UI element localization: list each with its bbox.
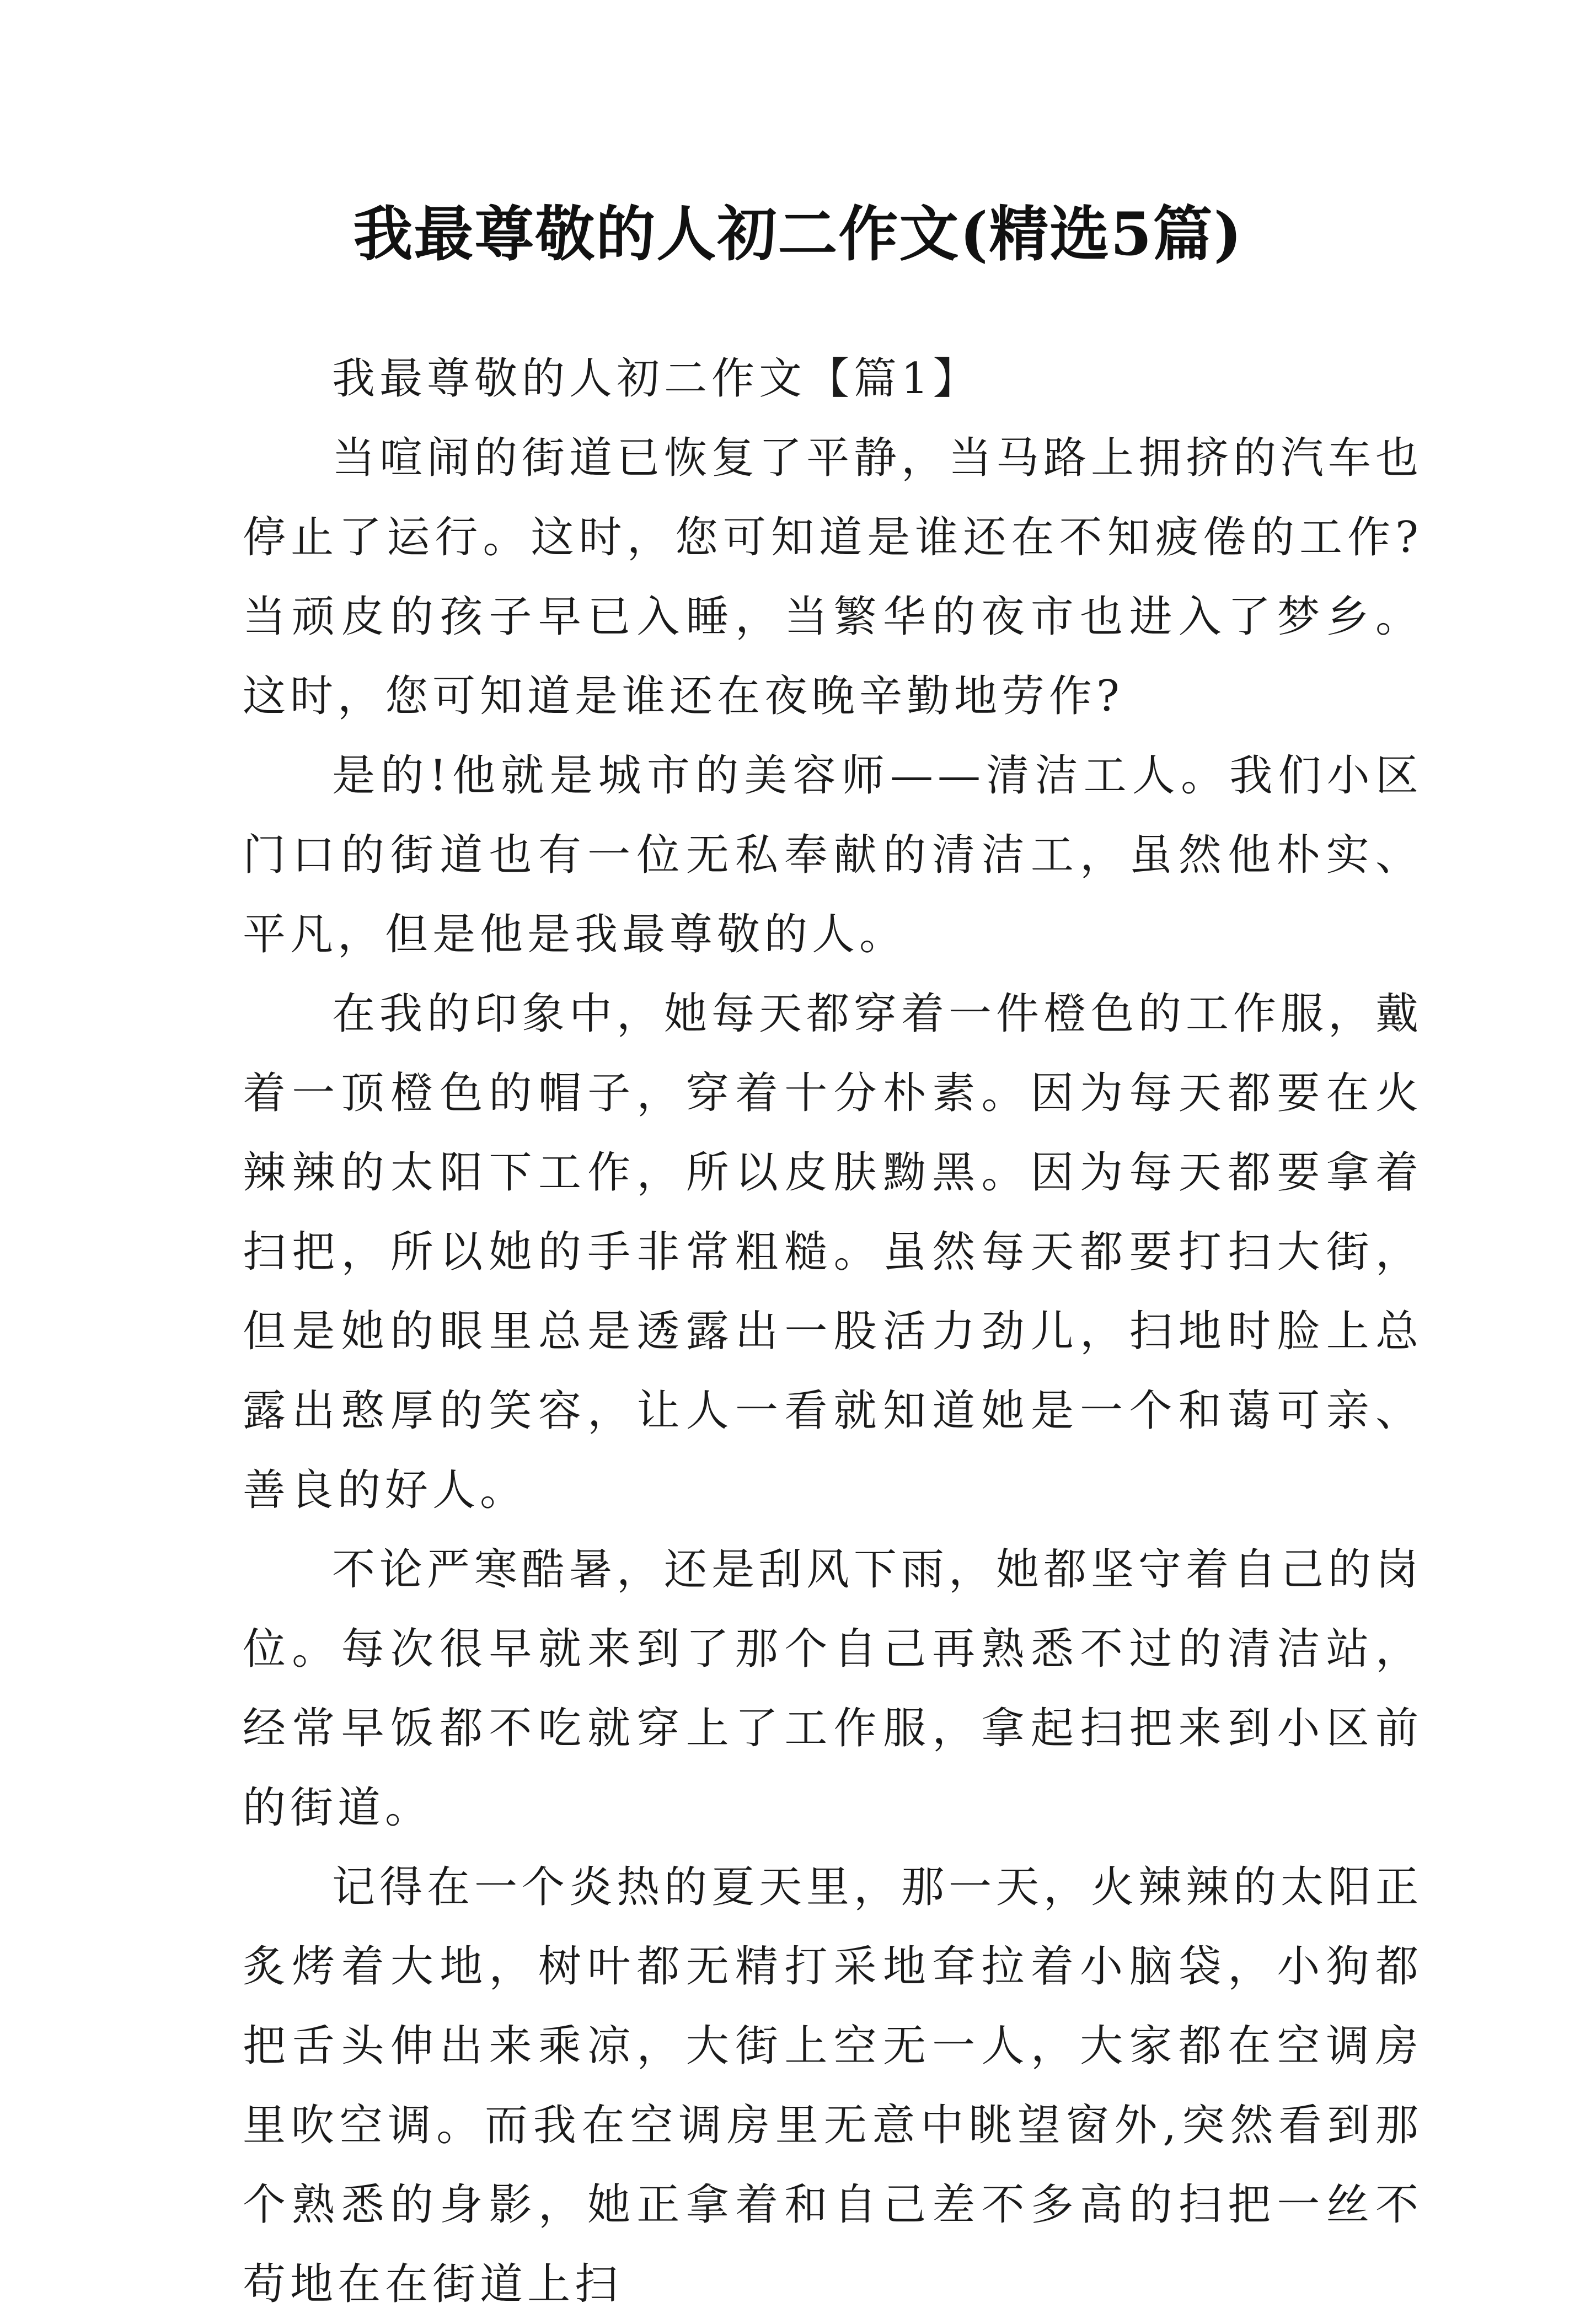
document-body: [243, 339, 1423, 2324]
paragraph: 不论严寒酷暑，还是刮风下雨，她都坚守着自己的岗位。每次很早就来到了那个自己再熟悉不过的清洁站，经常早饭都不吃就穿上了工作服，拿起扫把来到小区前的街道。: [243, 1545, 1423, 1833]
section-heading: 我最尊敬的人初二作文【篇1】: [332, 354, 981, 404]
document-title: 我最尊敬的人初二作文(精选5篇): [353, 200, 1243, 269]
paragraph: 在我的印象中，她每天都穿着一件橙色的工作服，戴着一顶橙色的帽子，穿着十分朴素。因为每天都要在火辣辣的太阳下工作，所以皮肤黝黑。因为每天都要拿着扫把，所以她的手非常粗糙。虽然每天都要打扫大街，但是她的眼里总是透露出一股活力劲儿，扫地时脸上总露出憨厚的笑容，让人一看就知道她是一个和蔼可亲、善良的好人。: [243, 989, 1423, 1515]
paragraph: 当喧闹的街道已恢复了平静，当马路上拥挤的汽车也停止了运行。这时，您可知道是谁还在不知疲倦的工作?当顽皮的孩子早已入睡，当繁华的夜市也进入了梦乡。这时，您可知道是谁还在夜晚辛勤地劳作?: [243, 433, 1423, 721]
paragraph: 是的!他就是城市的美容师——清洁工人。我们小区门口的街道也有一位无私奉献的清洁工，虽然他朴实、平凡，但是他是我最尊敬的人。: [243, 751, 1423, 959]
paragraph: 记得在一个炎热的夏天里，那一天，火辣辣的太阳正炙烤着大地，树叶都无精打采地耷拉着小脑袋，小狗都把舌头伸出来乘凉，大街上空无一人，大家都在空调房里吹空调。而我在空调房里无意中眺望窗外,突然看到那个熟悉的身影，她正拿着和自己差不多高的扫把一丝不苟地在在街道上扫: [243, 1863, 1423, 2309]
